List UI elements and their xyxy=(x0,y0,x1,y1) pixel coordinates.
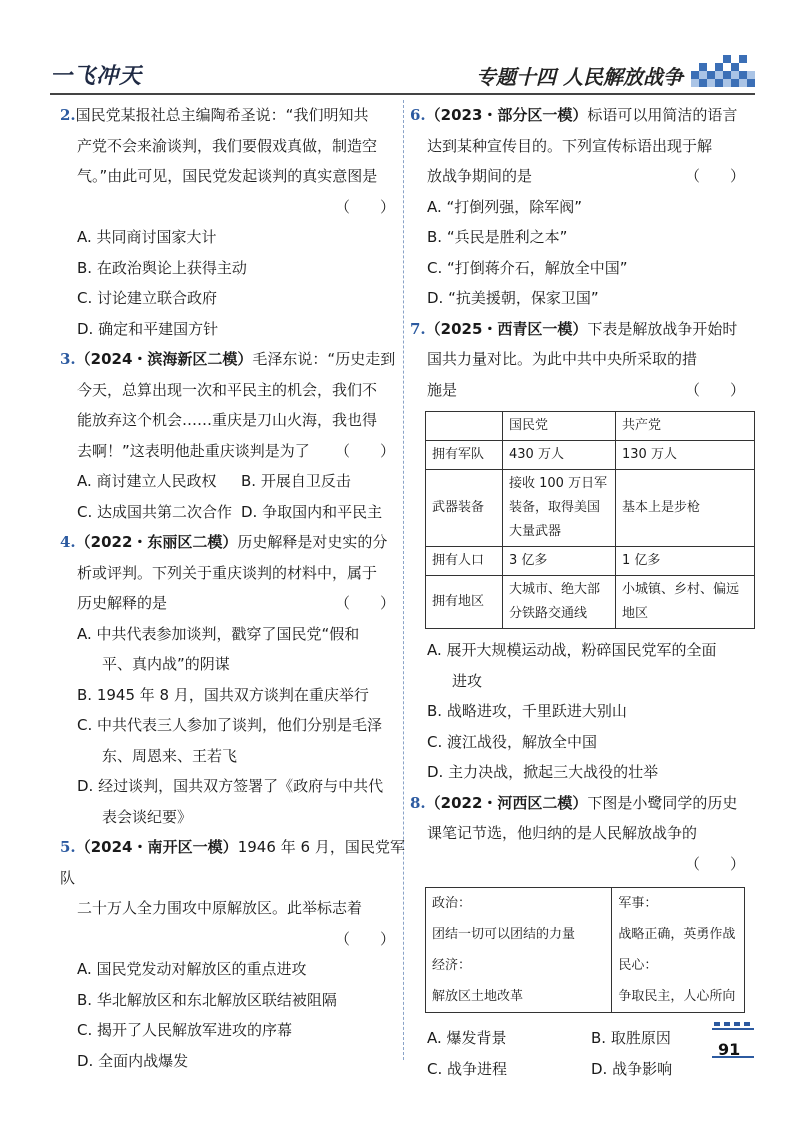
table-cell: 3 亿多 xyxy=(503,547,616,576)
option-a: A. 爆发背景 xyxy=(427,1029,507,1047)
question-number: 4. xyxy=(60,533,76,551)
table-cell: 拥有军队 xyxy=(426,441,503,470)
option-a-cont: 平、真内战”的阴谋 xyxy=(102,655,230,673)
question-text: 二十万人全力围攻中原解放区。此举标志着 xyxy=(77,899,363,917)
option-c: C. 渡江战役，解放全中国 xyxy=(427,732,598,751)
option-d: D. 主力决战，掀起三大战役的壮举 xyxy=(427,763,659,781)
notes-line: 争取民主，人心所向 xyxy=(618,989,736,1004)
question-6 xyxy=(410,100,755,314)
question-text: 历史解释的是 xyxy=(77,594,168,612)
option-c: C. “打倒蒋介石，解放全中国” xyxy=(427,258,628,277)
answer-blank: （ ） xyxy=(684,854,745,873)
question-text: 达到某种宣传目的。下列宣传标语出现于解 xyxy=(427,136,713,155)
option-b: B. “兵民是胜利之本” xyxy=(427,228,568,246)
answer-blank: （ ） xyxy=(334,594,395,612)
question-number: 6. xyxy=(410,106,426,124)
question-text: 产党不会来渝谈判，我们要假戏真做，制造空 xyxy=(77,136,378,155)
option-d: D. 争取国内和平民主 xyxy=(241,502,383,521)
notes-line: 经济： xyxy=(432,958,472,973)
table-cell: 430 万人 xyxy=(503,441,616,470)
option-b: B. 取胜原因 xyxy=(591,1029,671,1047)
question-5 xyxy=(60,832,405,1076)
answer-blank: （ ） xyxy=(334,929,395,948)
table-cell: 1 亿多 xyxy=(616,547,755,576)
notes-left xyxy=(426,888,612,1012)
option-c: C. 中共代表三人参加了谈判，他们分别是毛泽 xyxy=(77,716,383,734)
question-number: 8. xyxy=(410,793,426,812)
question-text: 标语可以用简洁的语言 xyxy=(587,106,738,124)
table-row xyxy=(426,576,755,629)
table-cell: 拥有人口 xyxy=(426,547,503,576)
question-text: 国民党某报社总主编陶希圣说：“我们明知共 xyxy=(75,106,369,124)
question-4 xyxy=(60,527,405,832)
option-d: D. “抗美援朝，保家卫国” xyxy=(427,289,599,307)
question-source: （2024・滨海新区二模） xyxy=(75,350,253,368)
force-comparison-table xyxy=(425,411,755,629)
option-d: D. 经过谈判，国共双方签署了《政府与中共代 xyxy=(77,777,384,795)
question-text: 气。”由此可见，国民党发起谈判的真实意图是 xyxy=(77,167,378,185)
option-a: A. 共同商讨国家大计 xyxy=(77,228,217,246)
topic-title: 专题十四 人民解放战争 xyxy=(476,65,683,89)
table-cell: 接收 100 万日军装备，取得美国大量武器 xyxy=(503,470,616,547)
answer-blank: （ ） xyxy=(334,441,395,460)
notes-right xyxy=(612,888,744,1012)
question-text: 毛泽东说：“历史走到 xyxy=(252,350,396,368)
option-c: C. 讨论建立联合政府 xyxy=(77,289,218,307)
option-a: A. 商讨建立人民政权 xyxy=(77,472,217,490)
notes-line: 战略正确，英勇作战 xyxy=(618,927,736,942)
page-number: 91 xyxy=(718,1040,741,1059)
question-text: 放战争期间的是 xyxy=(427,167,533,185)
left-column xyxy=(60,100,405,1076)
notes-line: 团结一切可以团结的力量 xyxy=(432,927,576,942)
brand-logo: 一飞冲天 xyxy=(50,63,143,89)
table-cell: 武器装备 xyxy=(426,470,503,547)
question-text: 去啊！”这表明他赴重庆谈判是为了 xyxy=(77,441,310,460)
notes-line: 政治： xyxy=(432,896,472,911)
question-7 xyxy=(410,314,755,788)
question-3 xyxy=(60,344,405,527)
question-source: （2023・部分区一模） xyxy=(425,106,588,124)
option-b: B. 1945 年 8 月，国共双方谈判在重庆举行 xyxy=(77,685,369,704)
table-header-cell: 国民党 xyxy=(503,412,616,441)
question-source: （2022・东丽区二模） xyxy=(75,533,238,551)
table-cell: 大城市、绝大部分铁路交通线 xyxy=(503,576,616,629)
notes-line: 军事： xyxy=(618,896,658,911)
option-c-cont: 东、周恩来、王若飞 xyxy=(102,746,238,765)
question-text: 1946 年 6 月，国民党军队 xyxy=(60,838,406,887)
option-d-cont: 表会谈纪要》 xyxy=(102,807,193,826)
option-c: C. 达成国共第二次合作 xyxy=(77,502,233,521)
option-b: B. 开展自卫反击 xyxy=(241,472,351,490)
question-number: 2. xyxy=(60,106,76,124)
option-b: B. 战略进攻，千里跃进大别山 xyxy=(427,702,627,720)
question-text: 国共力量对比。为此中共中央所采取的措 xyxy=(427,350,698,368)
question-text: 历史解释是对史实的分 xyxy=(237,533,388,551)
table-row xyxy=(426,547,755,576)
table-cell: 小城镇、乡村、偏远地区 xyxy=(616,576,755,629)
question-number: 7. xyxy=(410,319,426,338)
option-a-cont: 进攻 xyxy=(452,671,483,690)
table-cell: 130 万人 xyxy=(616,441,755,470)
question-text: 析或评判。下列关于重庆谈判的材料中，属于 xyxy=(77,563,378,582)
answer-blank: （ ） xyxy=(684,167,745,185)
option-a: A. 国民党发动对解放区的重点进攻 xyxy=(77,960,307,978)
question-text: 下表是解放战争开始时 xyxy=(587,319,738,338)
question-text: 施是 xyxy=(427,380,458,399)
question-text: 能放弃这个机会……重庆是刀山火海，我也得 xyxy=(77,411,378,429)
notes-line: 解放区土地改革 xyxy=(432,989,524,1004)
question-text: 课笔记节选，他归纳的是人民解放战争的 xyxy=(427,824,698,842)
table-header-cell: 共产党 xyxy=(616,412,755,441)
question-2 xyxy=(60,100,405,344)
page-header xyxy=(50,55,755,95)
option-b: B. 在政治舆论上获得主动 xyxy=(77,258,247,277)
option-c: C. 揭开了人民解放军进攻的序幕 xyxy=(77,1021,293,1039)
answer-blank: （ ） xyxy=(334,197,395,216)
table-cell: 拥有地区 xyxy=(426,576,503,629)
option-d: D. 全面内战爆发 xyxy=(77,1051,189,1070)
question-text: 今天，总算出现一次和平民主的机会，我们不 xyxy=(77,380,378,399)
option-b: B. 华北解放区和东北解放区联结被阻隔 xyxy=(77,990,337,1009)
table-row xyxy=(426,470,755,547)
question-number: 3. xyxy=(60,350,76,368)
header-rule xyxy=(50,93,755,95)
answer-blank: （ ） xyxy=(684,380,745,399)
right-column xyxy=(410,100,755,1084)
option-d: D. 确定和平建国方针 xyxy=(77,319,219,338)
question-source: （2025・西青区一模） xyxy=(425,319,588,338)
question-source: （2022・河西区二模） xyxy=(425,793,588,812)
option-a: A. 中共代表参加谈判，戳穿了国民党“假和 xyxy=(77,624,360,643)
notes-line: 民心： xyxy=(618,958,658,973)
question-8 xyxy=(410,788,755,1085)
checker-decoration-icon xyxy=(691,55,755,87)
option-a: A. 展开大规模运动战，粉碎国民党军的全面 xyxy=(427,641,717,659)
question-text: 下图是小鹭同学的历史 xyxy=(587,793,738,812)
option-a: A. “打倒列强，除军阀” xyxy=(427,197,583,216)
question-source: （2024・南开区一模） xyxy=(75,838,238,856)
table-header-cell xyxy=(426,412,503,441)
table-header-row xyxy=(426,412,755,441)
table-row xyxy=(426,441,755,470)
question-number: 5. xyxy=(60,838,76,856)
option-c: C. 战争进程 xyxy=(427,1059,508,1078)
table-cell: 基本上是步枪 xyxy=(616,470,755,547)
option-d: D. 战争影响 xyxy=(591,1059,673,1078)
history-notes-box xyxy=(425,887,745,1013)
